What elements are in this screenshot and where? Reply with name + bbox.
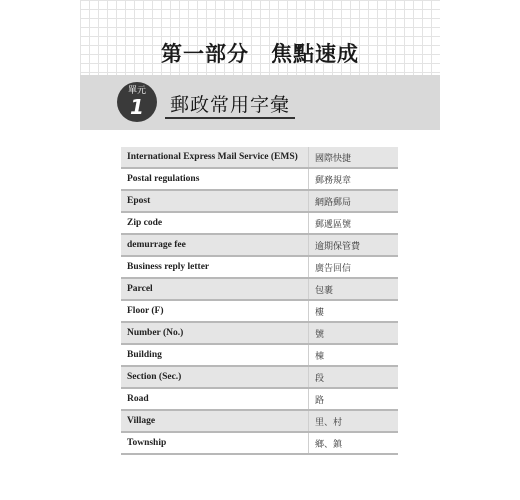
english-term: Building [121, 344, 309, 366]
vocabulary-table-body [121, 147, 398, 454]
table-row [121, 410, 398, 432]
table-row [121, 212, 398, 234]
table-row [121, 388, 398, 410]
table-row [121, 366, 398, 388]
unit-badge-number: 1 [130, 95, 144, 119]
part-title: 第一部分 焦點速成 [161, 42, 359, 66]
english-term: Zip code [121, 212, 309, 234]
english-term: Parcel [121, 278, 309, 300]
chinese-term: 廣告回信 [309, 256, 399, 278]
chinese-term: 里、村 [309, 410, 399, 432]
chinese-term: 段 [309, 366, 399, 388]
table-row [121, 190, 398, 212]
chinese-term: 號 [309, 322, 399, 344]
chinese-term: 郵務規章 [309, 168, 399, 190]
vocabulary-table [121, 147, 398, 455]
english-term: Road [121, 388, 309, 410]
chinese-term: 國際快捷 [309, 147, 399, 168]
table-row [121, 147, 398, 168]
english-term: International Express Mail Service (EMS) [121, 147, 309, 168]
unit-badge [117, 82, 157, 122]
chinese-term: 郵遞區號 [309, 212, 399, 234]
chinese-term: 鄉、鎮 [309, 432, 399, 454]
table-row [121, 278, 398, 300]
english-term: Township [121, 432, 309, 454]
table-row [121, 344, 398, 366]
table-row [121, 300, 398, 322]
unit-title: 郵政常用字彙 [170, 94, 291, 116]
english-term: Postal regulations [121, 168, 309, 190]
chinese-term: 網路郵局 [309, 190, 399, 212]
english-term: Number (No.) [121, 322, 309, 344]
table-row [121, 432, 398, 454]
table-row [121, 168, 398, 190]
english-term: Epost [121, 190, 309, 212]
chinese-term: 包裹 [309, 278, 399, 300]
english-term: demurrage fee [121, 234, 309, 256]
table-row [121, 256, 398, 278]
chinese-term: 路 [309, 388, 399, 410]
unit-title-underline [165, 117, 295, 119]
english-term: Floor (F) [121, 300, 309, 322]
english-term: Section (Sec.) [121, 366, 309, 388]
unit-badge-word: 單元 [127, 86, 146, 96]
chinese-term: 樓 [309, 300, 399, 322]
english-term: Village [121, 410, 309, 432]
english-term: Business reply letter [121, 256, 309, 278]
table-row [121, 322, 398, 344]
chinese-term: 逾期保管費 [309, 234, 399, 256]
table-row [121, 234, 398, 256]
chinese-term: 棟 [309, 344, 399, 366]
